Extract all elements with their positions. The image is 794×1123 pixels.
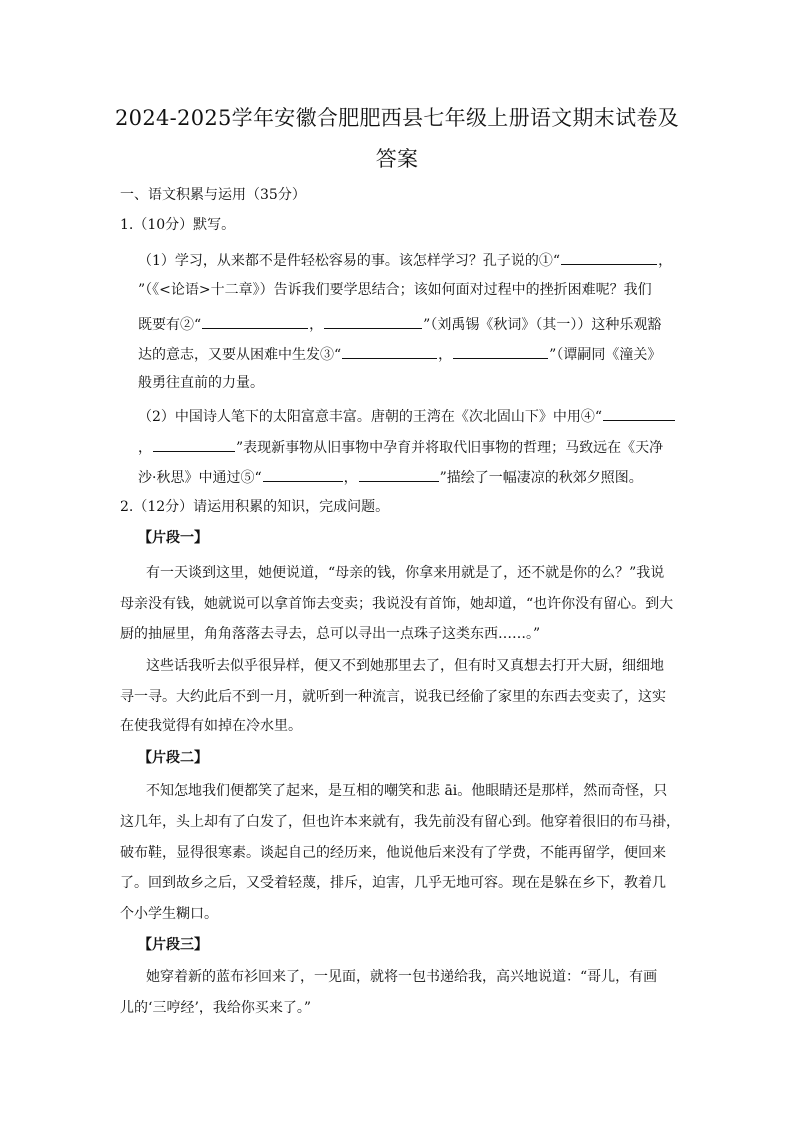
answer-blank-2b[interactable] xyxy=(324,312,422,329)
q1-part2-line1 xyxy=(138,404,676,428)
q1-part1-line1 xyxy=(138,248,672,272)
q1-text: ”（刘禹锡《秋词》（其一））这种乐观豁 xyxy=(423,317,662,333)
q1-text: （2）中国诗人笔下的太阳富意丰富。唐朝的王湾在《次北固山下》中用④“ xyxy=(138,409,603,425)
q1-text: ， xyxy=(438,347,453,363)
answer-blank-3b[interactable] xyxy=(453,342,548,359)
q1-text: ， xyxy=(309,317,324,333)
document-title-line-2: 答案 xyxy=(375,147,419,171)
q1-text: ， xyxy=(658,253,673,269)
q1-part2-line3 xyxy=(138,465,643,489)
q1-text: 沙·秋思》中通过⑤“ xyxy=(138,470,262,486)
fragment-1-label: 【片段一】 xyxy=(138,530,208,546)
q1-text: ”表现新事物从旧事物中孕育并将取代旧事物的哲理；马致远在《天净 xyxy=(236,440,664,456)
q1-text: ”描绘了一幅凄凉的秋郊夕照图。 xyxy=(439,470,643,486)
question-2-stem: 2.（12分）请运用积累的知识，完成问题。 xyxy=(120,499,390,515)
q1-text: ”（谭嗣同《潼关》 xyxy=(549,347,662,363)
q1-part1-line5: 般勇往直前的力量。 xyxy=(138,375,264,391)
q1-text: 既要有②“ xyxy=(138,317,202,333)
q1-part1-line2: ”（《<论语>十二章》）告诉我们要学思结合；该如何面对过程中的挫折困难呢？我们 xyxy=(138,282,652,298)
fragment-2-line: 这几年，头上却有了白发了，但也许本来就有，我先前没有留心到。他穿着很旧的布马褂， xyxy=(120,814,680,830)
question-1-stem: 1.（10分）默写。 xyxy=(120,217,236,233)
answer-blank-4b[interactable] xyxy=(153,435,235,452)
answer-blank-5a[interactable] xyxy=(263,465,343,482)
fragment-3-line: 儿的‘三哼经’，我给你买来了。” xyxy=(120,1000,312,1016)
answer-blank-5b[interactable] xyxy=(359,465,439,482)
answer-blank-4a[interactable] xyxy=(603,404,675,421)
fragment-2-line: 了。回到故乡之后，又受着轻蔑，排斥，迫害，几乎无地可容。现在是躲在乡下，教着几 xyxy=(120,875,666,891)
fragment-2-line: 不知怎地我们便都笑了起来，是互相的嘲笑和悲 āi。他眼睛还是那样，然而奇怪，只 xyxy=(146,783,668,799)
q1-part2-line2 xyxy=(138,435,663,459)
fragment-1-line: 在使我觉得有如掉在冷水里。 xyxy=(120,718,302,734)
q1-part1-line4 xyxy=(138,342,661,366)
fragment-1-line: 这些话我听去似乎很异样，便又不到她那里去了，但有时又真想去打开大厨，细细地 xyxy=(146,658,664,674)
fragment-3-label: 【片段三】 xyxy=(138,937,208,953)
q1-text: 达的意志，又要从困难中生发③“ xyxy=(138,347,342,363)
answer-blank-1a[interactable] xyxy=(561,248,657,265)
document-title-line-1: 2024-2025学年安徽合肥肥西县七年级上册语文期末试卷及 xyxy=(115,106,679,130)
q1-part1-line3 xyxy=(138,312,661,336)
fragment-3-line: 她穿着新的蓝布衫回来了，一见面，就将一包书递给我，高兴地说道：“哥儿，有画 xyxy=(146,969,658,985)
q1-text: ， xyxy=(343,470,358,486)
answer-blank-3a[interactable] xyxy=(342,342,437,359)
fragment-1-line: 有一天谈到这里，她便说道，“母亲的钱，你拿来用就是了，还不就是你的么？”我说 xyxy=(146,565,665,581)
fragment-2-line: 破布鞋，显得很寒素。谈起自己的经历来，他说他后来没有了学费，不能再留学，便回来 xyxy=(120,845,666,861)
q1-text: （1）学习，从来都不是件轻松容易的事。该怎样学习？孔子说的①“ xyxy=(138,253,561,269)
fragment-2-label: 【片段二】 xyxy=(138,750,208,766)
fragment-1-line: 寻一寻。大约此后不到一月，就听到一种流言，说我已经偷了家里的东西去变卖了，这实 xyxy=(120,689,666,705)
fragment-1-line: 母亲没有钱，她就说可以拿首饰去变卖；我说没有首饰，她却道，“也许你没有留心。到大 xyxy=(120,596,674,612)
answer-blank-2a[interactable] xyxy=(202,312,308,329)
q1-text: ， xyxy=(138,440,152,456)
fragment-1-line: 厨的抽屉里，角角落落去寻去，总可以寻出一点珠子这类东西……。” xyxy=(120,626,541,642)
fragment-2-line: 个小学生糊口。 xyxy=(120,906,218,922)
section-heading: 一、语文积累与运用（35分） xyxy=(120,187,306,203)
